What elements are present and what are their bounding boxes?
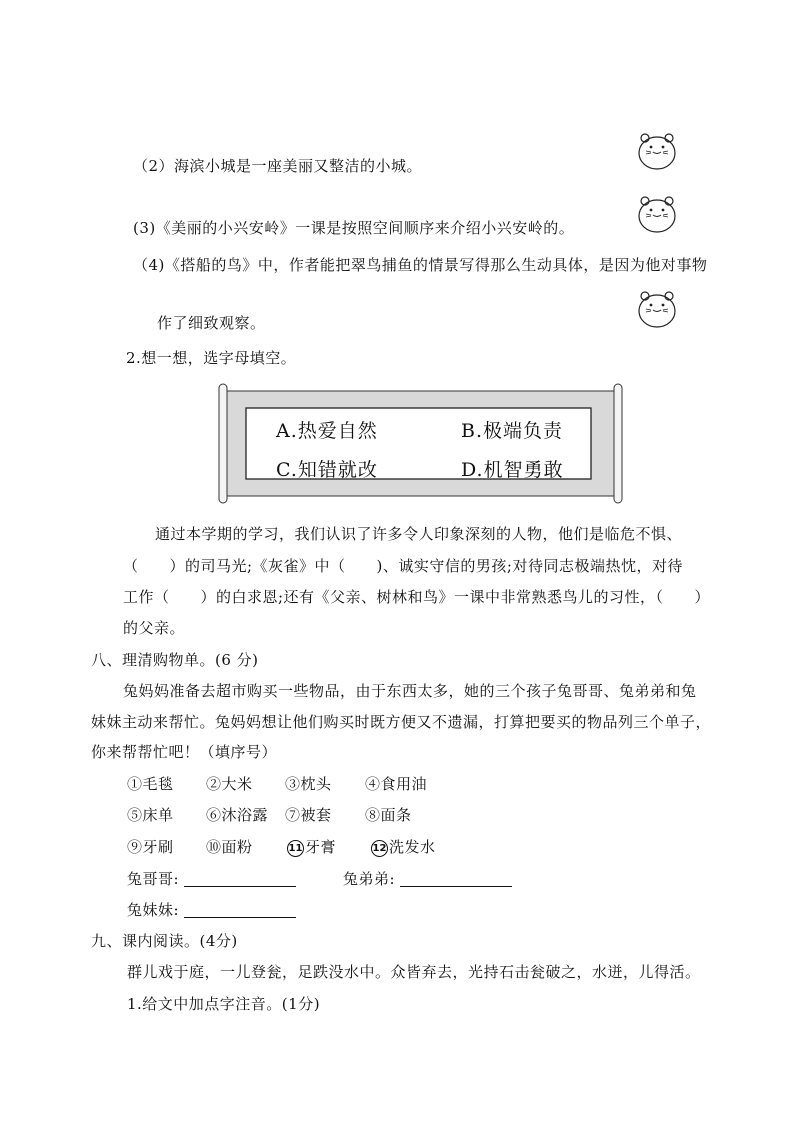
option-scroll [218, 382, 623, 505]
hamster-face-icon[interactable] [636, 130, 678, 172]
item-8: ⑧面条 [365, 806, 412, 824]
answer-little-brother-label: 兔弟弟: [343, 870, 396, 888]
answer-little-brother-blank[interactable] [400, 870, 512, 887]
passage-line-1: 通过本学期的学习，我们认识了许多令人印象深刻的人物，他们是临危不惧、 [155, 525, 683, 543]
item-4: ④食用油 [365, 775, 428, 793]
answer-big-brother [127, 869, 296, 889]
passage-line-3: 工作（ ）的白求恩;还有《父亲、树林和鸟》一课中非常熟悉鸟儿的习性，（ ） [123, 588, 711, 606]
answer-big-brother-label: 兔哥哥: [127, 870, 180, 888]
judgment-item-2: （2）海滨小城是一座美丽又整洁的小城。 [133, 157, 423, 175]
section-9-question-1: 1.给文中加点字注音。(1分) [127, 995, 321, 1013]
item-1: ①毛毯 [127, 775, 174, 793]
judgment-item-4: （4)《搭船的鸟》中，作者能把翠鸟捕鱼的情景写得那么生动具体，是因为他对事物 [133, 256, 708, 274]
answer-sister [127, 900, 296, 920]
item-5: ⑤床单 [127, 806, 174, 824]
passage-line-2: （ ）的司马光;《灰雀》中（ )、诚实守信的男孩;对待同志极端热忱，对待 [123, 557, 683, 575]
section-8-intro-3: 你来帮帮忙吧！（填序号） [91, 743, 278, 761]
item-7: ⑦被套 [285, 806, 332, 824]
hamster-face-icon[interactable] [636, 193, 678, 235]
option-b: B.极端负责 [461, 420, 564, 442]
item-3: ③枕头 [285, 775, 332, 793]
passage-line-4: 的父亲。 [123, 619, 186, 637]
answer-sister-label: 兔妹妹: [127, 901, 180, 919]
answer-big-brother-blank[interactable] [184, 870, 296, 887]
judgment-item-3: (3)《美丽的小兴安岭》一课是按照空间顺序来介绍小兴安岭的。 [133, 219, 575, 237]
option-c: C.知错就改 [276, 459, 378, 481]
section-9-title: 九、课内阅读。(4分) [91, 932, 238, 950]
item-11-number: 11 [287, 840, 304, 857]
item-2: ②大米 [206, 775, 253, 793]
section-8-title: 八、理清购物单。(6 分) [91, 651, 259, 669]
item-12 [371, 837, 436, 857]
hamster-face-icon[interactable] [636, 288, 678, 330]
answer-sister-blank[interactable] [184, 901, 296, 918]
answer-little-brother [343, 869, 512, 889]
item-10: ⑩面粉 [206, 838, 253, 856]
item-11-text: 牙膏 [305, 838, 337, 856]
section-9-text: 群儿戏于庭，一儿登瓮，足跌没水中。众皆弃去，光持石击瓮破之，水迸，儿得活。 [127, 963, 701, 981]
option-d: D.机智勇敢 [461, 459, 564, 481]
section-8-intro-1: 兔妈妈准备去超市购买一些物品，由于东西太多，她的三个孩子兔哥哥、兔弟弟和兔 [123, 682, 697, 700]
item-6: ⑥沐浴露 [206, 806, 269, 824]
item-12-number: 12 [371, 840, 388, 857]
judgment-item-4-cont: 作了细致观察。 [157, 314, 266, 332]
option-a: A.热爱自然 [276, 420, 378, 442]
question-2-title: 2.想一想，选字母填空。 [126, 349, 297, 367]
item-9: ⑨牙刷 [127, 838, 174, 856]
section-8-intro-2: 妹妹主动来帮忙。兔妈妈想让他们购买时既方便又不遗漏，打算把要买的物品列三个单子， [91, 713, 712, 731]
item-12-text: 洗发水 [389, 838, 436, 856]
scroll-frame [218, 382, 623, 505]
item-11 [287, 837, 336, 857]
